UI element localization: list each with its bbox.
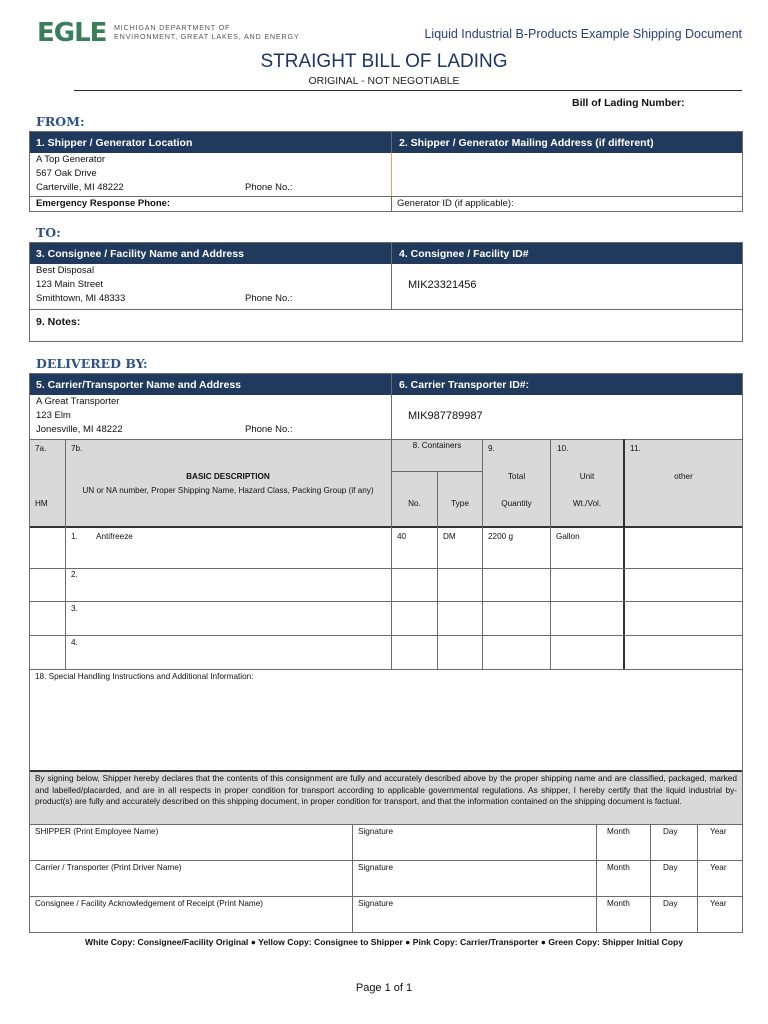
consignee-day-label: Day <box>663 899 678 908</box>
transporter-id: MIK987789987 <box>408 410 483 422</box>
carrier-print-name-label: Carrier / Transporter (Print Driver Name) <box>35 863 182 872</box>
col-wtvol-label: Wt./Vol. <box>572 499 602 508</box>
shipper-phone-label: Phone No.: <box>245 182 293 193</box>
consignee-print-name-label: Consignee / Facility Acknowledgement of Receipt (Print Name) <box>35 899 263 908</box>
consignee-facility-id: MIK23321456 <box>408 279 477 291</box>
carrier-col5-header: 5. Carrier/Transporter Name and Address <box>36 379 242 391</box>
from-col2-header: 2. Shipper / Generator Mailing Address (if different) <box>399 137 654 149</box>
to-label: TO: <box>36 225 61 240</box>
carrier-year-label: Year <box>710 863 727 872</box>
row-container-no: 40 <box>397 532 407 541</box>
shipper-street: 567 Oak Drive <box>36 168 97 179</box>
carrier-city: Jonesville, MI 48222 <box>36 424 123 435</box>
consignee-city: Smithtown, MI 48333 <box>36 293 126 304</box>
carrier-month-label: Month <box>607 863 630 872</box>
row-total-quantity: 2200 g <box>488 532 514 541</box>
col-7a-label: 7a. <box>35 444 47 453</box>
consignee-year-label: Year <box>710 899 727 908</box>
main-form-box <box>29 373 743 933</box>
page-number: Page 1 of 1 <box>355 982 413 994</box>
emergency-phone-label: Emergency Response Phone: <box>36 198 171 209</box>
carrier-day-label: Day <box>663 863 678 872</box>
agency-name <box>114 23 300 41</box>
row-container-type: DM <box>443 532 456 541</box>
carrier-signature-label: Signature <box>358 863 394 872</box>
agency-line-2: ENVIRONMENT, GREAT LAKES, AND ENERGY <box>114 32 300 41</box>
row-number: 3. <box>71 604 78 613</box>
shipper-year-label: Year <box>710 827 727 836</box>
col-no-label: No. <box>408 499 421 508</box>
col-10-label: 10. <box>557 444 569 453</box>
shipper-month-label: Month <box>607 827 630 836</box>
to-col3-header: 3. Consignee / Facility Name and Address <box>36 248 244 260</box>
col-containers-label: 8. Containers <box>412 441 462 450</box>
shipper-day-label: Day <box>663 827 678 836</box>
sub-title: ORIGINAL - NOT NEGOTIABLE <box>308 75 460 87</box>
shipper-city: Carterville, MI 48222 <box>36 182 124 193</box>
col-basic-description: BASIC DESCRIPTION <box>186 472 270 481</box>
special-handling-label: 18. Special Handling Instructions and Additional Information: <box>35 672 254 681</box>
col-other-label: other <box>674 472 693 481</box>
col-hm-label: HM <box>35 499 48 508</box>
shipper-print-name-label: SHIPPER (Print Employee Name) <box>35 827 159 836</box>
from-box <box>29 131 743 212</box>
row-number: 1. <box>71 532 78 541</box>
document-title: Liquid Industrial B-Products Example Shipping Document <box>424 27 742 41</box>
row-unit: Gallon <box>556 532 580 541</box>
consignee-phone-label: Phone No.: <box>245 293 293 304</box>
generator-id-label: Generator ID (if applicable): <box>397 198 514 209</box>
main-title: STRAIGHT BILL OF LADING <box>260 51 508 72</box>
carrier-street: 123 Elm <box>36 410 71 421</box>
consignee-month-label: Month <box>607 899 630 908</box>
shipper-signature-label: Signature <box>358 827 394 836</box>
col-quantity-label: Quantity <box>501 499 532 508</box>
shipper-certification: By signing below, Shipper hereby declares that the contents of this consignment are fully and accurately described above by the proper shipping name and are classified, packaged, marked and labelled/placarded, and are in all respects in proper condition for transport according to applicable governmental regulations. As shipper, I hereby certify that the liquid industrial by-product(s) are fully and accurately described on this shipping document, in proper condition for transport, and that the information contained on the shipping document is factual. <box>35 773 737 806</box>
from-label: FROM: <box>36 114 85 129</box>
col-9-label: 9. <box>488 444 495 453</box>
to-box <box>29 242 743 342</box>
col-total-label: Total <box>507 472 526 481</box>
carrier-name: A Great Transporter <box>36 396 120 407</box>
carrier-col6-header: 6. Carrier Transporter ID#: <box>399 379 530 391</box>
row-number: 2. <box>71 570 78 579</box>
bol-number-label: Bill of Lading Number: <box>572 97 685 109</box>
copy-distribution-footer: White Copy: Consignee/Facility Original ● Yellow Copy: Consignee to Shipper ● Pink Copy: Carrier/Transporter ● Green Copy: Shipper Initial Copy <box>85 937 683 947</box>
consignee-name: Best Disposal <box>36 265 95 276</box>
col-7b-label: 7b. <box>71 444 83 453</box>
egle-logo: EGLE <box>37 18 107 48</box>
shipper-name: A Top Generator <box>36 154 106 165</box>
agency-line-1: MICHIGAN DEPARTMENT OF <box>114 23 231 32</box>
delivered-by-label: DELIVERED BY: <box>36 356 148 371</box>
col-type-label: Type <box>451 499 469 508</box>
col-unit-label: Unit <box>579 472 595 481</box>
row-number: 4. <box>71 638 78 647</box>
col-11-label: 11. <box>630 444 641 453</box>
consignee-street: 123 Main Street <box>36 279 104 290</box>
carrier-phone-label: Phone No.: <box>245 424 293 435</box>
to-col4-header: 4. Consignee / Facility ID# <box>399 248 529 260</box>
row-description: Antifreeze <box>96 532 133 541</box>
col-basic-description-detail: UN or NA number, Proper Shipping Name, Hazard Class, Packing Group (if any) <box>82 486 374 495</box>
notes-label: 9. Notes: <box>36 316 81 328</box>
from-col1-header: 1. Shipper / Generator Location <box>36 137 193 149</box>
title-divider <box>74 90 742 91</box>
consignee-signature-label: Signature <box>358 899 394 908</box>
